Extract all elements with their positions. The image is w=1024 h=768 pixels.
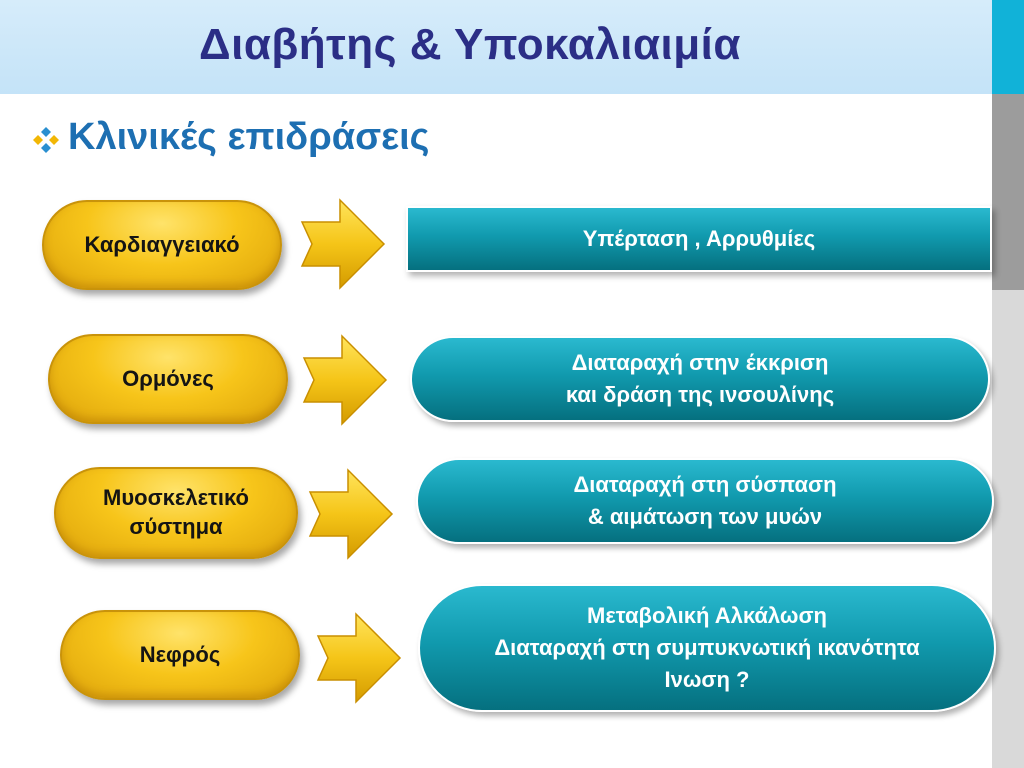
effect-line: Μεταβολική Αλκάλωση: [587, 603, 827, 629]
accent-bar-top: [992, 0, 1024, 94]
effect-line: Υπέρταση , Αρρυθμίες: [582, 226, 816, 252]
arrow-right-icon: [302, 334, 388, 426]
source-pill-musculoskeletal: [54, 467, 298, 559]
effect-line: Διαταραχή στην έκκριση: [571, 350, 829, 376]
source-label: Καρδιαγγειακό: [84, 231, 240, 257]
effect-line: και δράση της ινσουλίνης: [565, 382, 835, 407]
arrow-right-icon: [308, 468, 394, 560]
slide-title: Διαβήτης & Υποκαλιαιμία: [199, 20, 741, 69]
effect-pill-musculoskeletal: [416, 458, 994, 544]
arrow-right-icon: [300, 198, 386, 290]
four-diamond-bullet-icon: [32, 126, 60, 154]
source-pill-hormones: [48, 334, 288, 424]
source-pill-kidney: [60, 610, 300, 700]
source-label: σύστημα: [129, 514, 223, 539]
subtitle: [32, 116, 429, 159]
source-label: Νεφρός: [139, 641, 221, 667]
source-pill-cardiovascular: [42, 200, 282, 290]
source-label: Μυοσκελετικό: [103, 485, 249, 511]
effect-line: & αιμάτωση των μυών: [587, 504, 823, 529]
effect-pill-cardiovascular: [406, 206, 992, 272]
effect-line: Διαταραχή στη σύσπαση: [573, 472, 837, 498]
effect-line: Ινωση ?: [664, 666, 750, 692]
accent-bar-middle: [992, 94, 1024, 290]
effect-line: Διαταραχή στη συμπυκνωτική ικανότητα: [494, 635, 920, 661]
source-label: Ορμόνες: [122, 365, 214, 391]
arrow-right-icon: [316, 612, 402, 704]
effect-pill-kidney: [418, 584, 996, 712]
accent-bar-bottom: [992, 290, 1024, 768]
effect-pill-hormones: [410, 336, 990, 422]
subtitle-text: Κλινικές επιδράσεις: [68, 116, 430, 158]
